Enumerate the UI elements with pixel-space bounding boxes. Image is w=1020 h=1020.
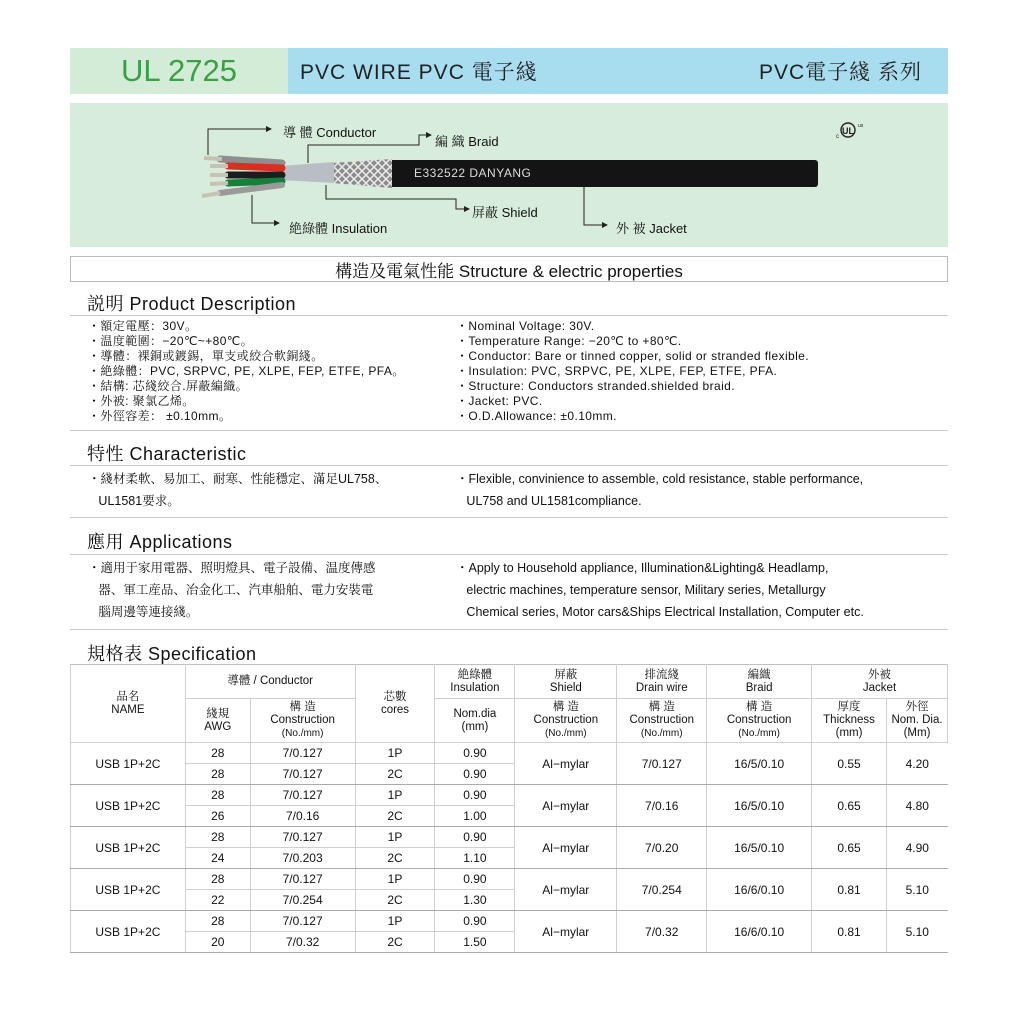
cell-cores: 2C bbox=[355, 848, 435, 869]
characteristic-zh-line: UL1581要求。 bbox=[88, 494, 180, 508]
header-shield-construction: 構 造 Construction (No./mm) bbox=[515, 699, 617, 743]
cell-od: 4.80 bbox=[887, 785, 948, 827]
description-heading: 説明 Product Description bbox=[87, 294, 297, 314]
cell-awg: 28 bbox=[185, 764, 250, 785]
description-zh-item: ・外被: 聚氯乙烯。 bbox=[88, 394, 195, 408]
applications-zh-line: 器、軍工産品、冶金化工、汽車船舶、電力安裝電 bbox=[88, 583, 374, 597]
cell-drain: 7/0.16 bbox=[617, 785, 707, 827]
cell-nom-dia: 0.90 bbox=[435, 911, 515, 932]
cell-construction: 7/0.32 bbox=[250, 932, 355, 953]
description-en-item: ・Insulation: PVC, SRPVC, PE, XLPE, FEP, ETFE, PFA. bbox=[456, 364, 778, 378]
cell-awg: 28 bbox=[185, 785, 250, 806]
header-shield: 屏蔽 Shield bbox=[515, 665, 617, 699]
header-braid-construction: 構 造 Construction (No./mm) bbox=[707, 699, 812, 743]
cell-braid: 16/5/0.10 bbox=[707, 785, 812, 827]
header-awg: 綫規 AWG bbox=[185, 699, 250, 743]
header-thickness: 厚度 Thickness (mm) bbox=[812, 699, 887, 743]
cell-drain: 7/0.127 bbox=[617, 743, 707, 785]
cell-drain: 7/0.32 bbox=[617, 911, 707, 953]
header-braid: 編織 Braid bbox=[707, 665, 812, 699]
table-row bbox=[71, 869, 948, 890]
cell-awg: 24 bbox=[185, 848, 250, 869]
cell-shield: Al−mylar bbox=[515, 785, 617, 827]
characteristic-heading: 特性 Characteristic bbox=[87, 444, 247, 464]
cable-print-text: E332522 DANYANG bbox=[414, 166, 532, 180]
characteristic-zh-line: ・綫材柔軟、易加工、耐寒、性能穩定、滿足UL758、 bbox=[88, 472, 388, 486]
applications-en-line: ・Apply to Household appliance, Illumination&Lighting& Headlamp, bbox=[456, 561, 829, 575]
header-nom-dia: Nom.dia (mm) bbox=[435, 699, 515, 743]
applications-zh bbox=[88, 557, 376, 623]
cable-illustration bbox=[70, 103, 948, 247]
cell-cores: 1P bbox=[355, 827, 435, 848]
cell-thickness: 0.65 bbox=[812, 827, 887, 869]
cell-shield: Al−mylar bbox=[515, 827, 617, 869]
label-conductor: 導 體 Conductor bbox=[283, 125, 377, 140]
description-en-item: ・Conductor: Bare or tinned copper, solid or stranded flexible. bbox=[456, 349, 809, 363]
cell-construction: 7/0.127 bbox=[250, 869, 355, 890]
description-en-item: ・Jacket: PVC. bbox=[456, 394, 543, 408]
cell-nom-dia: 0.90 bbox=[435, 869, 515, 890]
applications-heading: 應用 Applications bbox=[87, 532, 233, 552]
cell-awg: 26 bbox=[185, 806, 250, 827]
cell-cores: 1P bbox=[355, 911, 435, 932]
applications-zh-line: ・適用于家用電器、照明燈具、電子設備、温度傳感 bbox=[88, 561, 376, 575]
cell-drain: 7/0.20 bbox=[617, 827, 707, 869]
cell-od: 5.10 bbox=[887, 911, 948, 953]
title-box bbox=[288, 48, 948, 94]
cell-nom-dia: 0.90 bbox=[435, 827, 515, 848]
cell-construction: 7/0.127 bbox=[250, 911, 355, 932]
cell-nom-dia: 1.30 bbox=[435, 890, 515, 911]
cell-construction: 7/0.16 bbox=[250, 806, 355, 827]
cell-shield: Al−mylar bbox=[515, 743, 617, 785]
description-zh-item: ・絶綠體：PVC, SRPVC, PE, XLPE, FEP, ETFE, PFA。 bbox=[88, 364, 405, 378]
description-zh-item: ・額定電壓：30V。 bbox=[88, 319, 198, 333]
cell-nom-dia: 0.90 bbox=[435, 743, 515, 764]
header-drain-wire: 排流綫 Drain wire bbox=[617, 665, 707, 699]
cell-braid: 16/5/0.10 bbox=[707, 743, 812, 785]
cell-thickness: 0.81 bbox=[812, 869, 887, 911]
characteristic-zh bbox=[88, 468, 387, 512]
cell-shield: Al−mylar bbox=[515, 869, 617, 911]
label-jacket: 外 被 Jacket bbox=[616, 221, 687, 236]
cell-awg: 28 bbox=[185, 743, 250, 764]
applications-en bbox=[456, 557, 864, 623]
applications-zh-line: 腦周邊等連接綫。 bbox=[88, 605, 199, 619]
table-row bbox=[71, 743, 948, 764]
cell-name: USB 1P+2C bbox=[71, 785, 186, 827]
cell-awg: 20 bbox=[185, 932, 250, 953]
specification-heading: 規格表 Specification bbox=[87, 644, 257, 664]
cell-shield: Al−mylar bbox=[515, 911, 617, 953]
cell-construction: 7/0.127 bbox=[250, 743, 355, 764]
applications-divider bbox=[70, 554, 948, 555]
cell-name: USB 1P+2C bbox=[71, 869, 186, 911]
description-en-item: ・Structure: Conductors stranded.shielded braid. bbox=[456, 379, 735, 393]
cell-awg: 28 bbox=[185, 911, 250, 932]
cell-name: USB 1P+2C bbox=[71, 911, 186, 953]
cell-nom-dia: 0.90 bbox=[435, 785, 515, 806]
description-en-item: ・O.D.Allowance: ±0.10mm. bbox=[456, 409, 617, 423]
series-title: PVC電子綫 系列 bbox=[758, 61, 922, 84]
braid-shape bbox=[332, 159, 392, 188]
applications-bottom-divider bbox=[70, 629, 948, 630]
description-zh-item: ・結構: 芯綫絞合.屏蔽編織。 bbox=[88, 379, 249, 393]
svg-text:c: c bbox=[836, 134, 839, 140]
cell-thickness: 0.65 bbox=[812, 785, 887, 827]
cell-cores: 1P bbox=[355, 743, 435, 764]
characteristic-divider bbox=[70, 465, 948, 466]
cell-cores: 2C bbox=[355, 806, 435, 827]
characteristic-en-line: UL758 and UL1581compliance. bbox=[456, 494, 642, 508]
table-row bbox=[71, 911, 948, 932]
cell-od: 4.90 bbox=[887, 827, 948, 869]
description-zh-item: ・導體：裸銅或鍍錫，單支或絞合軟銅綫。 bbox=[88, 349, 324, 363]
structure-title: 構造及電氣性能 Structure & electric properties bbox=[70, 256, 948, 282]
cell-thickness: 0.81 bbox=[812, 911, 887, 953]
characteristic-en bbox=[456, 468, 863, 512]
cell-nom-dia: 0.90 bbox=[435, 764, 515, 785]
product-code-box bbox=[70, 48, 288, 94]
cell-name: USB 1P+2C bbox=[71, 827, 186, 869]
header-cores: 芯數 cores bbox=[355, 665, 435, 743]
svg-text:UL: UL bbox=[842, 126, 854, 136]
cell-construction: 7/0.254 bbox=[250, 890, 355, 911]
header-name: 品名 NAME bbox=[71, 665, 186, 743]
description-en-list bbox=[456, 319, 809, 424]
specification-table bbox=[70, 664, 948, 953]
svg-text:us: us bbox=[858, 123, 864, 129]
applications-en-line: Chemical series, Motor cars&Ships Electrical Installation, Computer etc. bbox=[456, 605, 864, 619]
cell-braid: 16/6/0.10 bbox=[707, 911, 812, 953]
description-divider bbox=[70, 315, 948, 316]
label-insulation: 絶綠體 Insulation bbox=[289, 221, 388, 236]
cell-cores: 1P bbox=[355, 785, 435, 806]
cell-construction: 7/0.203 bbox=[250, 848, 355, 869]
table-row bbox=[71, 785, 948, 806]
cell-braid: 16/5/0.10 bbox=[707, 827, 812, 869]
description-en-item: ・Nominal Voltage: 30V. bbox=[456, 319, 595, 333]
cell-nom-dia: 1.10 bbox=[435, 848, 515, 869]
cell-od: 5.10 bbox=[887, 869, 948, 911]
description-zh-item: ・温度範圍：−20℃~+80℃。 bbox=[88, 334, 254, 348]
product-code: UL 2725 bbox=[120, 53, 238, 88]
cell-cores: 2C bbox=[355, 932, 435, 953]
characteristic-en-line: ・Flexible, convinience to assemble, cold resistance, stable performance, bbox=[456, 472, 864, 486]
description-en-item: ・Temperature Range: −20℃ to +80℃. bbox=[456, 334, 682, 348]
characteristic-bottom-divider bbox=[70, 517, 948, 518]
cell-drain: 7/0.254 bbox=[617, 869, 707, 911]
ul-mark-icon bbox=[836, 123, 864, 140]
cell-construction: 7/0.127 bbox=[250, 764, 355, 785]
label-shield: 屏蔽 Shield bbox=[472, 205, 538, 220]
header-drain-construction: 構 造 Construction (No./mm) bbox=[617, 699, 707, 743]
header-conductor: 導體 / Conductor bbox=[185, 665, 355, 699]
cell-awg: 22 bbox=[185, 890, 250, 911]
cell-construction: 7/0.127 bbox=[250, 785, 355, 806]
cell-nom-dia: 1.00 bbox=[435, 806, 515, 827]
cell-braid: 16/6/0.10 bbox=[707, 869, 812, 911]
cell-construction: 7/0.127 bbox=[250, 827, 355, 848]
applications-en-line: electric machines, temperature sensor, Military series, Metallurgy bbox=[456, 583, 826, 597]
header-insulation: 絶綠體 Insulation bbox=[435, 665, 515, 699]
shield-shape bbox=[280, 162, 334, 183]
cell-awg: 28 bbox=[185, 869, 250, 890]
header-construction: 構 造 Construction (No./mm) bbox=[250, 699, 355, 743]
table-row bbox=[71, 827, 948, 848]
header-od: 外徑 Nom. Dia. (Mm) bbox=[887, 699, 948, 743]
cell-cores: 2C bbox=[355, 764, 435, 785]
cell-cores: 2C bbox=[355, 890, 435, 911]
cell-cores: 1P bbox=[355, 869, 435, 890]
label-braid: 編 織 Braid bbox=[435, 134, 499, 149]
cell-od: 4.20 bbox=[887, 743, 948, 785]
description-bottom-divider bbox=[70, 430, 948, 431]
product-title: PVC WIRE PVC 電子綫 bbox=[300, 61, 538, 84]
cell-awg: 28 bbox=[185, 827, 250, 848]
cable-diagram bbox=[70, 103, 948, 247]
cell-nom-dia: 1.50 bbox=[435, 932, 515, 953]
cell-name: USB 1P+2C bbox=[71, 743, 186, 785]
description-zh-list bbox=[88, 319, 405, 424]
header-bar bbox=[70, 48, 948, 94]
cell-thickness: 0.55 bbox=[812, 743, 887, 785]
header-jacket: 外被 Jacket bbox=[812, 665, 948, 699]
description-zh-item: ・外徑容差： ±0.10mm。 bbox=[88, 409, 232, 423]
